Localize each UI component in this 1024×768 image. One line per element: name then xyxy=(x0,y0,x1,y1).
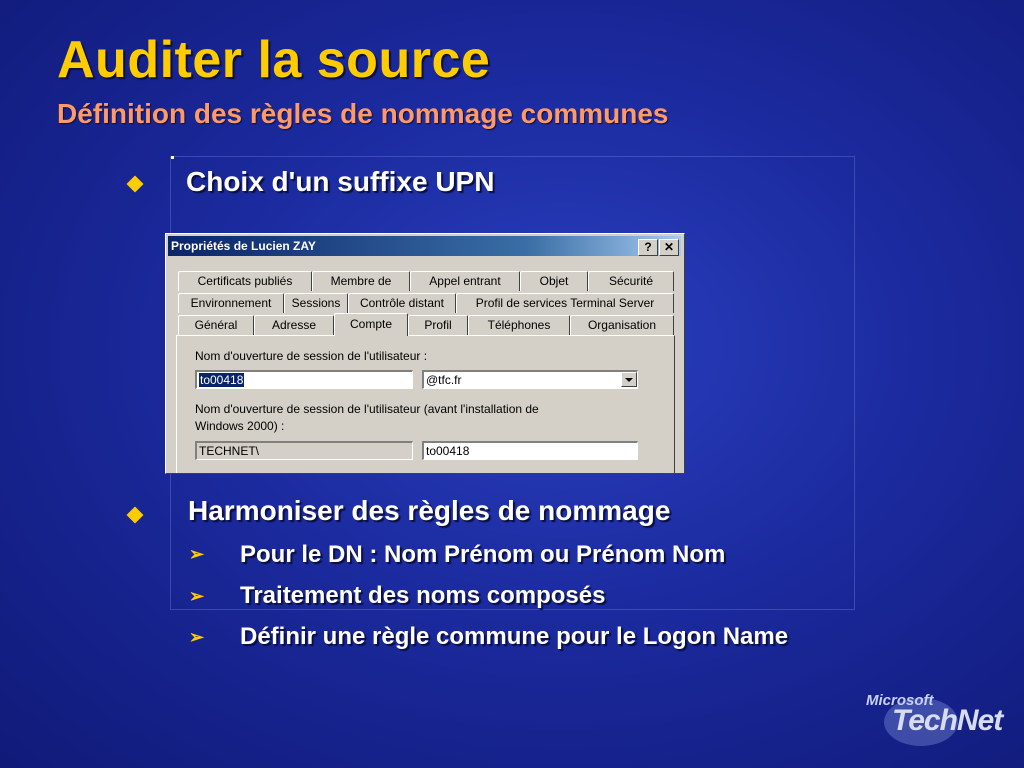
tab-adresse[interactable]: Adresse xyxy=(254,315,334,335)
domain-field xyxy=(195,441,413,460)
subbullet-logon: Définir une règle commune pour le Logon Name xyxy=(240,623,789,650)
upn-suffix-select[interactable] xyxy=(422,370,638,389)
dialog-titlebar[interactable] xyxy=(168,236,681,256)
compte-panel xyxy=(176,335,675,474)
logon-name-value: to00418 xyxy=(200,373,244,387)
domain-value: TECHNET\ xyxy=(199,444,259,458)
help-button[interactable]: ? xyxy=(638,239,658,256)
tab-profil-terminal-server[interactable]: Profil de services Terminal Server xyxy=(456,293,674,313)
tab-appel-entrant[interactable]: Appel entrant xyxy=(410,271,520,291)
logon-name-input[interactable] xyxy=(195,370,413,389)
subbullet-dn: Pour le DN : Nom Prénom ou Prénom Nom xyxy=(240,541,726,568)
tab-membre-de[interactable]: Membre de xyxy=(312,271,410,291)
close-button[interactable]: ✕ xyxy=(659,239,679,256)
tab-environnement[interactable]: Environnement xyxy=(178,293,284,313)
prewin-logon-value: to00418 xyxy=(426,444,470,458)
tab-securite[interactable]: Sécurité xyxy=(588,271,674,291)
arrow-bullet-icon: ➢ xyxy=(189,586,205,606)
properties-dialog xyxy=(165,233,685,474)
prewin-label-line2: Windows 2000) : xyxy=(195,419,285,433)
arrow-bullet-icon: ➢ xyxy=(189,627,205,647)
bullet-diamond-icon xyxy=(127,507,144,524)
tab-organisation[interactable]: Organisation xyxy=(570,315,674,335)
tab-general[interactable]: Général xyxy=(178,315,254,335)
tab-telephones[interactable]: Téléphones xyxy=(468,315,570,335)
frame-dot xyxy=(171,156,174,159)
tab-certificats-publies[interactable]: Certificats publiés xyxy=(178,271,312,291)
bullet-upn: Choix d'un suffixe UPN xyxy=(186,166,495,197)
bullet-diamond-icon xyxy=(127,176,144,193)
arrow-bullet-icon: ➢ xyxy=(189,544,205,564)
prewin-label-line1: Nom d'ouverture de session de l'utilisateur (avant l'installation de xyxy=(195,402,539,416)
dialog-title: Propriétés de Lucien ZAY xyxy=(171,239,316,253)
tab-controle-distant[interactable]: Contrôle distant xyxy=(348,293,456,313)
tab-sessions[interactable]: Sessions xyxy=(284,293,348,313)
subbullet-compound: Traitement des noms composés xyxy=(240,582,606,609)
prewin-logon-input[interactable] xyxy=(422,441,638,460)
tab-objet[interactable]: Objet xyxy=(520,271,588,291)
logo-microsoft-text: Microsoft xyxy=(866,692,934,709)
bullet-naming-rules: Harmoniser des règles de nommage xyxy=(188,495,671,526)
tab-compte[interactable]: Compte xyxy=(334,313,408,336)
chevron-down-icon[interactable] xyxy=(621,372,637,387)
slide-subtitle: Définition des règles de nommage communes xyxy=(57,98,669,129)
microsoft-technet-logo xyxy=(862,688,1012,758)
tab-profil[interactable]: Profil xyxy=(408,315,468,335)
upn-suffix-value: @tfc.fr xyxy=(426,373,462,387)
slide-title: Auditer la source xyxy=(57,31,491,89)
logo-technet-text: TechNet xyxy=(892,704,1003,737)
logon-name-label: Nom d'ouverture de session de l'utilisateur : xyxy=(195,349,428,363)
